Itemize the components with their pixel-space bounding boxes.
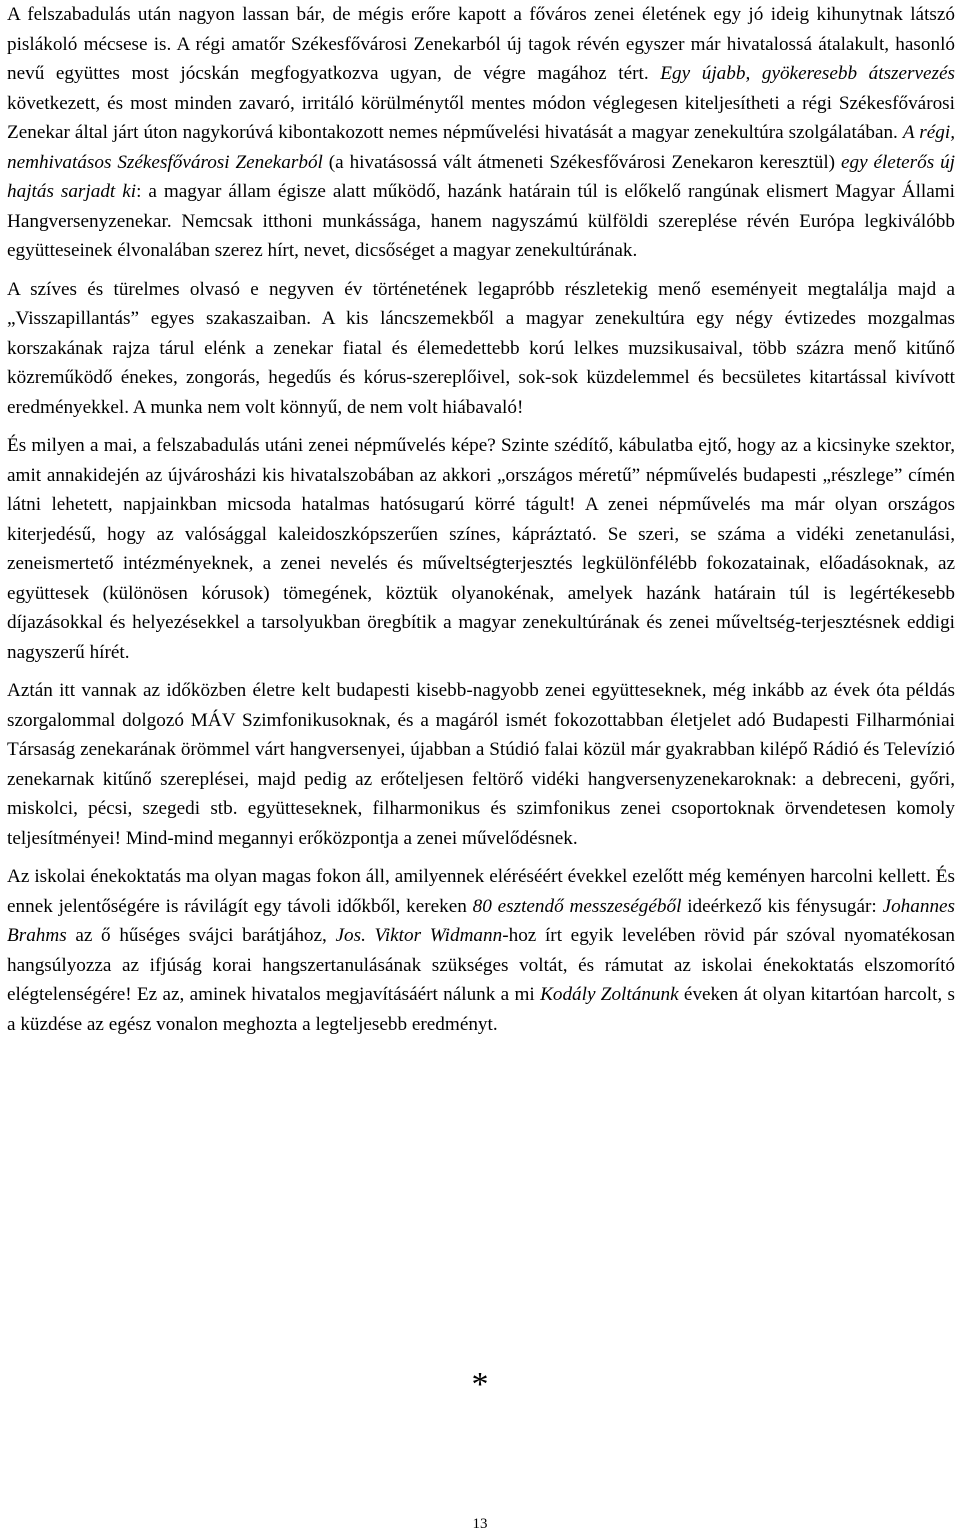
text-run: A szíves és türelmes olvasó e negyven év történetének legapróbb részletekig menő eseményeit megtalálja majd a „Visszapillantás” egyes szakaszaiban. A kis láncszemekből a magyar zenekultúra egy négy évtizedes mozgalmas korszakának rajza tárul elénk a zenekar fiatal és élemedettebb korú lelkes muzsikusaival, több százra menő kitűnő közreműködő énekes, zongorás, hegedűs és kórus-szereplőivel, sok-sok küzdelemmel és becsületes kitartással kivívott eredményekkel. A munka nem volt könnyű, de nem volt hiábavaló! [7, 278, 955, 418]
paragraph-2 [7, 275, 955, 423]
text-run: éveken át olyan kitartóan harcolt, s a küzdése az egész vonalon meghozta a legteljesebb eredményt. [7, 984, 955, 1035]
paragraph-4 [7, 676, 955, 853]
paragraph-3 [7, 431, 955, 667]
text-run: : a magyar állam égisze alatt működő, hazánk határain túl is előkelő rangúnak elismert Magyar Állami Hangversenyzenekar. Nemcsak itthoni munkássága, hanem nagyszámú külföldi szereplése révén Európa legkiválóbb együtteseinek élvonalában szerez hírt, nevet, dicsőséget a magyar zenekultúrának. [7, 181, 956, 261]
text-run: -hoz írt egyik levelében rövid pár szóval nyomatékosan hangsúlyozza az ifjúság korai hangszertanulásának szükséges voltát, és rámutat az iskolai énekoktatás elszomorító elégtelenségére! Ez az, aminek hivatalos megjavításáért nálunk a mi [7, 925, 955, 1005]
page-number: 13 [472, 1516, 488, 1532]
italic-text-run: Jos. Viktor Widmann [335, 925, 503, 946]
paragraph-5 [7, 862, 955, 1039]
section-separator: * [471, 1366, 489, 1403]
italic-text-run: Johannes Brahms [7, 895, 956, 946]
text-run: Aztán itt vannak az időközben életre kelt budapesti kisebb-nagyobb zenei együtteseknek, még inkább az évek óta példás szorgalommal dolgozó MÁV Szimfonikusoknak, és a magáról ismét fokozottabban életjelet adó Budapesti Filharmóniai Társaság zenekarának örömmel várt hangversenyei, újabban a Stúdió falai közül már gyakrabban kilépő Rádió és Televízió zenekarnak kitűnő szereplései, majd pedig az erőteljesen feltörő vidéki hangversenyzenekaroknak: a debreceni, győri, miskolci, pécsi, szegedi stb. együtteseknek, filharmonikus és szimfonikus zenei csoportoknak örvendetesen komoly teljesítményei! Mind-mind megannyi erőközpontja a zenei művelődésnek. [7, 680, 955, 849]
text-run: következett, és most minden zavaró, irritáló körülménytől mentes módon véglegesen kiteljesítheti a régi Székesfővárosi Zenekar által járt úton nagykorúvá kibontakozott nemes népművelési hivatását a magyar zenekultúra szolgálatában. [7, 92, 955, 143]
document-body [7, 0, 955, 1039]
italic-text-run: A régi, nemhivatásos Székesfővárosi Zenekarból [7, 122, 955, 173]
text-run: ideérkező kis fénysugár: [681, 895, 883, 917]
text-run: És milyen a mai, a felszabadulás utáni zenei népművelés képe? Szinte szédítő, kábulatba ejtő, hogy az a kicsinyke szektor, amit annakidején az újvárosházi kis hivatalszobában az akkori „országos méretű” népművelés budapesti „részlege” címén látni lehetett, napjainkban micsoda hatalmas hatósugarú körré tágult! A zenei népművelés ma már olyan országos kiterjedésű, hogy az valósággal kaleidoszkópszerűen színes, kápráztató. Se szeri, se száma a vidéki zenetanulási, zeneismertető intézményeknek, a zenei nevelés és műveltségterjesztés legkülönfélébb fokozatainak, előadásoknak, az együttesek (különösen kórusok) tömegének, köztük olyanokénak, amelyek hazánk határain túl is legértékesebb díjazásokkal és helyezésekkel a tarsolyukban öregbítik a magyar zenekultúrának és zenei műveltség-terjesztésnek eddigi nagyszerű hírét. [7, 435, 955, 663]
italic-text-run: egy életerős új hajtás sarjadt ki [7, 151, 956, 202]
italic-text-run: 80 esztendő messzeségéből [472, 895, 682, 917]
text-run: az ő hűséges svájci barátjához, [66, 925, 336, 946]
text-run: (a hivatásossá vált átmeneti Székesfővárosi Zenekaron keresztül) [322, 151, 841, 173]
text-run: A felszabadulás után nagyon lassan bár, de mégis erőre kapott a főváros zenei életének egy jó ideig kihunytnak látszó pislákoló mécsese is. A régi amatőr Székesfővárosi Zenekarból új tagok révén egyszer már hivatalossá átalakult, hasonló nevű együttes most jócskán megfogyatkozva ugyan, de végre magához tért. [7, 4, 955, 84]
italic-text-run: Kodály Zoltánunk [540, 984, 679, 1005]
paragraph-1 [7, 0, 955, 266]
text-run: Az iskolai énekoktatás ma olyan magas fokon áll, amilyennek eléréséért évekkel ezelőtt még keményen harcolni kellett. És ennek jelentőségére is rávilágít egy távoli időkből, kereken [7, 866, 955, 917]
italic-text-run: Egy újabb, gyökeresebb átszervezés [660, 63, 955, 84]
